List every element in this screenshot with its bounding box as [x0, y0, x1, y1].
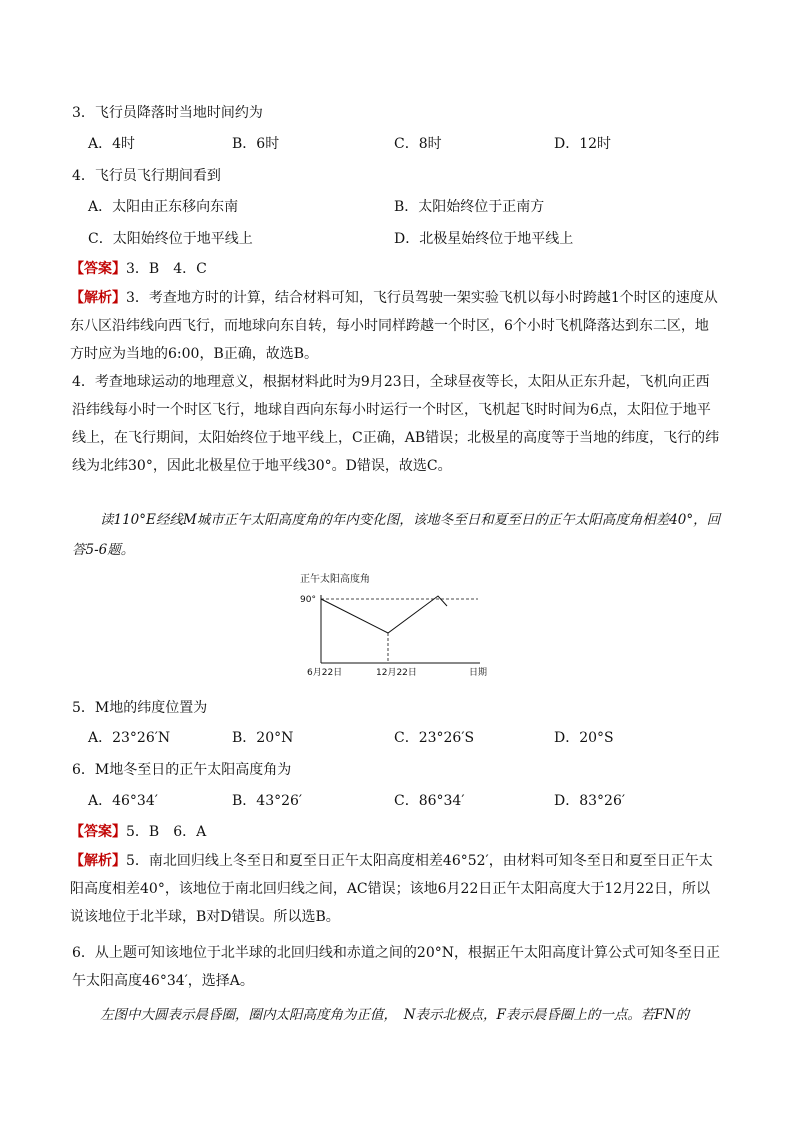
analysis-tag: 【解析】 — [70, 853, 126, 869]
q3-option-a: A．4时 — [88, 136, 136, 152]
x-tick-jun22: 6月22日 — [307, 668, 343, 678]
chart-xlabel: 日期 — [469, 668, 488, 678]
q4-option-a: A．太阳由正东移向东南 — [88, 199, 239, 215]
analysis-2-p1: 5．南北回归线上冬至日和夏至日正午太阳高度相差46°52′，由材料可知冬至日和夏至日正午太阳高度相差40°，该地位于南北回归线之间，AC错误；该地6月22日正午太阳高度大于12月22日，所以说该地位于北半球，B对D错误。所以选B。 — [70, 853, 713, 925]
q3-option-d: D．12时 — [554, 136, 612, 152]
answer-text: 5．B 6．A — [126, 824, 207, 840]
question-4: 4．飞行员飞行期间看到 — [72, 168, 221, 184]
q6-option-c: C．86°34′ — [394, 793, 465, 809]
x-tick-dec22: 12月22日 — [376, 668, 417, 678]
q4-option-b: B．太阳始终位于正南方 — [394, 199, 545, 215]
q4-option-c: C．太阳始终位于地平线上 — [88, 231, 253, 247]
q4-option-d: D．北极星始终位于地平线上 — [394, 231, 574, 247]
noon-sun-altitude-chart — [290, 568, 500, 683]
material-intro-1 — [72, 505, 722, 565]
answer-tag: 【答案】 — [70, 824, 126, 840]
chart-ylabel: 正午太阳高度角 — [300, 574, 370, 585]
answer-block-1 — [70, 258, 207, 278]
chart-y-tick-90: 90° — [300, 595, 316, 605]
material-intro-2 — [72, 1000, 722, 1030]
analysis-1-p1: 3．考查地方时的计算，结合材料可知，飞行员驾驶一架实验飞机以每小时跨越1个时区的速度从东八区沿纬线向西飞行，而地球向东自转，每小时同样跨越一个时区，6个小时飞机降落达到东二区，地方时应为当地的6:00，B正确，故选B。 — [70, 290, 718, 362]
answer-text: 3．B 4．C — [126, 261, 207, 277]
answer-block-2 — [70, 821, 206, 841]
q5-option-b: B．20°N — [232, 730, 294, 746]
q3-option-c: C．8时 — [394, 136, 442, 152]
intro-2-text: 左图中大圆表示晨昏圈，圈内太阳高度角为正值， N表示北极点，F表示晨昏圈上的一点。若FN的 — [100, 1007, 690, 1023]
analysis-tag: 【解析】 — [70, 290, 126, 306]
analysis-1-p2: 4．考查地球运动的地理意义，根据材料此时为9月23日，全球昼夜等长，太阳从正东升起，飞机向正西沿纬线每小时一个时区飞行，地球自西向东每小时运行一个时区，飞机起飞时时间为6点，太阳位于地平线上，在飞行期间，太阳始终位于地平线上，C正确，AB错误；北极星的高度等于当地的纬度，飞行的纬线为北纬30°，因此北极星位于地平线30°。D错误，故选C。 — [72, 374, 720, 474]
q5-option-d: D．20°S — [554, 730, 614, 746]
q3-option-b: B．6时 — [232, 136, 280, 152]
question-5: 5．M地的纬度位置为 — [72, 700, 208, 716]
q5-option-a: A．23°26′N — [88, 730, 171, 746]
q6-option-a: A．46°34′ — [88, 793, 158, 809]
analysis-block-1 — [70, 284, 720, 368]
answer-tag: 【答案】 — [70, 261, 126, 277]
altitude-curve — [321, 596, 447, 633]
analysis-block-2 — [70, 847, 720, 931]
question-3: 3．飞行员降落时当地时间约为 — [72, 105, 263, 121]
q6-option-d: D．83°26′ — [554, 793, 626, 809]
q5-option-c: C．23°26′S — [394, 730, 475, 746]
question-6: 6．M地冬至日的正午太阳高度角为 — [72, 762, 292, 778]
intro-1-text: 读110°E经线M城市正午太阳高度角的年内变化图，该地冬至日和夏至日的正午太阳高度角相差40°，回答5-6题。 — [72, 512, 721, 558]
q6-option-b: B．43°26′ — [232, 793, 303, 809]
analysis-2-p2: 6．从上题可知该地位于北半球的北回归线和赤道之间的20°N，根据正午太阳高度计算公式可知冬至日正午太阳高度46°34′，选择A。 — [72, 945, 720, 989]
